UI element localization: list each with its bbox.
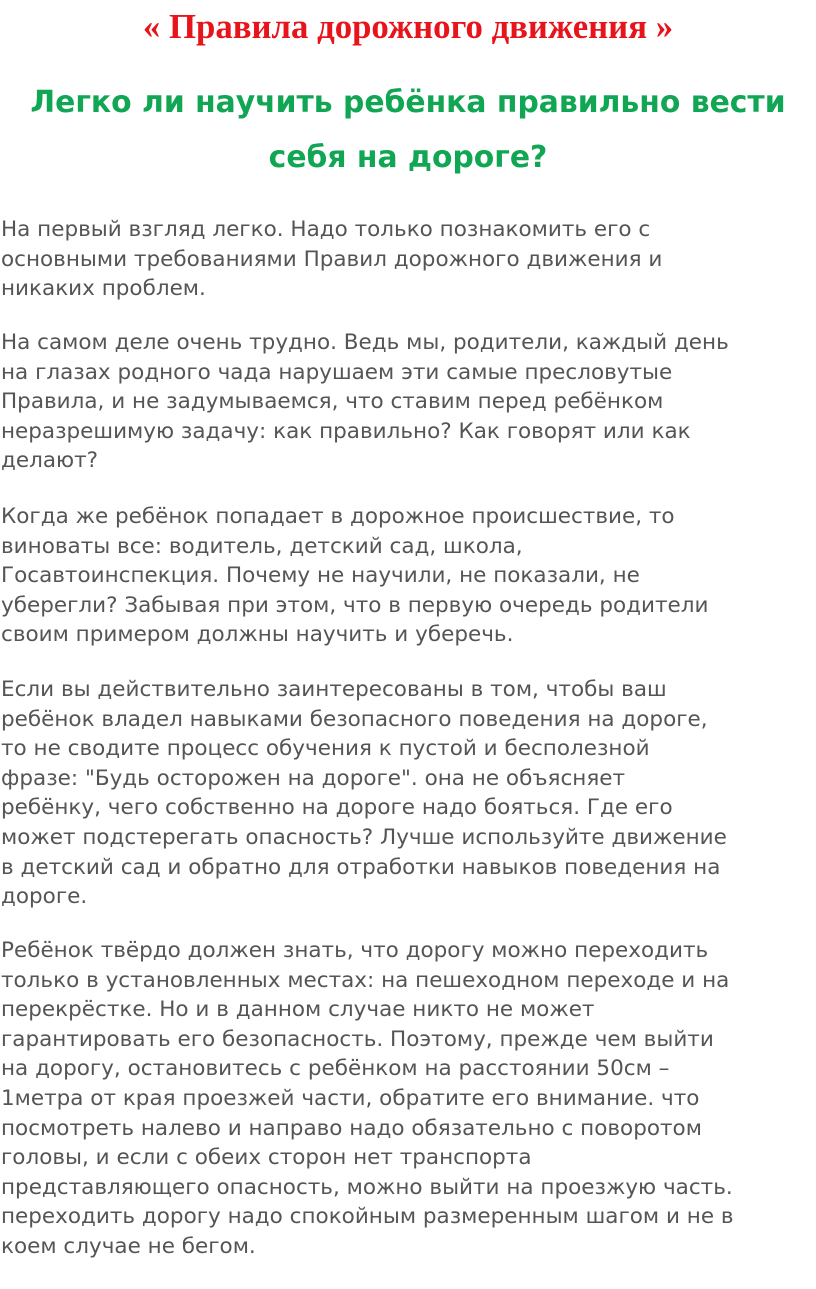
paragraph-line: Правила, и не задумываемся, что ставим перед ребёнком: [1, 389, 664, 415]
paragraph-line: На самом деле очень трудно. Ведь мы, родители, каждый день: [1, 330, 729, 355]
paragraph-1: [1, 215, 816, 304]
paragraph-line: на глазах родного чада нарушаем эти самые пресловутые: [1, 359, 673, 385]
page-title: « Правила дорожного движения »: [142, 7, 674, 46]
paragraph-line: коем случае не бегом.: [1, 1233, 256, 1259]
paragraph-line: то не сводите процесс обучения к пустой и бесполезной: [1, 736, 650, 762]
paragraph-line: только в установленных местах: на пешеходном переходе и на: [1, 967, 730, 993]
paragraph-line: Если вы действительно заинтересованы в том, чтобы ваш: [1, 677, 667, 702]
paragraph-line: гарантировать его безопасность. Поэтому, прежде чем выйти: [1, 1026, 714, 1052]
paragraph-line: виноваты все: водитель, детский сад, школа,: [1, 533, 523, 559]
paragraph-5: [1, 936, 816, 1262]
paragraph-line: в детский сад и обратно для отработки навыков поведения на: [1, 854, 721, 880]
paragraph-line: представляющего опасность, можно выйти на проезжую часть.: [1, 1174, 733, 1200]
paragraph-line: уберегли? Забывая при этом, что в первую очередь родители: [1, 592, 709, 618]
paragraph-line: фразе: "Будь осторожен на дороге". она не объясняет: [1, 765, 626, 791]
paragraph-line: 1метра от края проезжей части, обратите его внимание. что: [1, 1085, 700, 1111]
paragraph-line: Ребёнок твёрдо должен знать, что дорогу можно переходить: [1, 938, 709, 963]
paragraph-3: [1, 502, 816, 650]
paragraph-line: основными требованиями Правил дорожного движения и: [1, 246, 663, 272]
paragraph-4: [1, 675, 816, 912]
paragraph-line: переходить дорогу надо спокойным размеренным шагом и не в: [1, 1204, 734, 1230]
paragraph-line: ребёнку, чего собственно на дороге надо бояться. Где его: [1, 795, 673, 821]
paragraph-line: посмотреть налево и направо надо обязательно с поворотом: [1, 1115, 702, 1141]
paragraph-line: На первый взгляд легко. Надо только познакомить его с: [1, 217, 651, 242]
paragraph-line: на дорогу, остановитесь с ребёнком на расстоянии 50см –: [1, 1056, 670, 1082]
paragraph-2: [1, 328, 816, 476]
paragraph-line: никаких проблем.: [1, 276, 206, 302]
paragraph-line: головы, и если с обеих сторон нет транспорта: [1, 1145, 532, 1171]
paragraph-line: может подстерегать опасность? Лучше используйте движение: [1, 824, 727, 850]
paragraph-line: дороге.: [1, 884, 88, 910]
paragraph-line: Госавтоинспекция. Почему не научили, не показали, не: [1, 563, 640, 589]
paragraph-line: неразрешимую задачу: как правильно? Как говорят или как: [1, 418, 691, 444]
paragraph-line: ребёнок владел навыками безопасного поведения на дороге,: [1, 706, 708, 732]
paragraph-line: перекрёстке. Но и в данном случае никто не может: [1, 997, 595, 1023]
paragraph-line: Когда же ребёнок попадает в дорожное происшествие, то: [1, 504, 675, 529]
paragraph-line: делают?: [1, 448, 99, 474]
subtitle-line: Легко ли научить ребёнка правильно вести: [30, 85, 786, 120]
paragraph-line: своим примером должны научить и уберечь.: [1, 622, 514, 648]
subtitle: [0, 75, 816, 185]
subtitle-line: себя на дороге?: [268, 140, 548, 175]
